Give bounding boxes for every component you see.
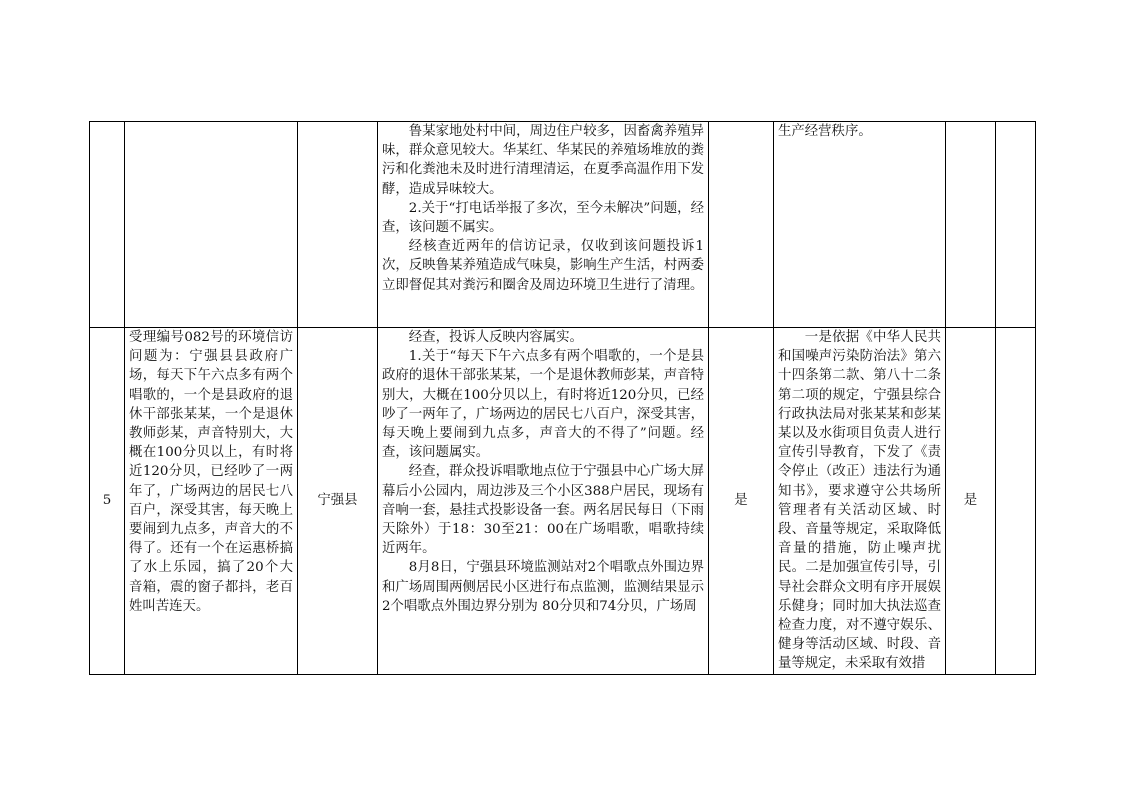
index-cell-text: 5: [102, 493, 112, 509]
measures-cell: [774, 328, 946, 675]
findings-cell-paragraph: 2.关于“打电话举报了多次，至今未解决”问题，经查，该问题不属实。: [382, 200, 704, 236]
complaint-table: [89, 121, 1036, 675]
closed-cell: [946, 122, 996, 328]
note-cell: [996, 122, 1036, 328]
findings-cell-paragraph: 经核查近两年的信访记录，仅收到该问题投诉1次，反映鲁某养殖造成气味臭，影响生产生活，村两委立即督促其对粪污和圈舍及周边环境卫生进行了清理。: [382, 239, 704, 293]
closed-cell-text: 是: [963, 493, 978, 509]
findings-cell: [378, 328, 709, 675]
table-row: [90, 122, 1036, 328]
note-cell: [996, 328, 1036, 675]
findings-cell: [378, 122, 709, 328]
findings-cell-paragraph: 经查，群众投诉唱歌地点位于宁强县中心广场大屏幕后小公园内，周边涉及三个小区388户居民，现场有音响一套，悬挂式投影设备一套。两名居民每日（下雨天除外）于18：30至21：00在广场唱歌，唱歌持续近两年。: [382, 464, 704, 557]
county-cell: [298, 328, 378, 675]
complaint-content-cell: [125, 328, 298, 675]
verified-cell: [709, 328, 774, 675]
measures-cell-paragraph: 生产经营秩序。: [778, 124, 872, 139]
complaint-content-cell-text: 受理编号082号的环境信访问题为：宁强县县政府广场，每天下午六点多有两个唱歌的，一个是县政府的退休干部张某某，一个是退休教师彭某，声音特别大，大概在100分贝以上，有时将近120分贝，已经吵了一两年了，广场两边的居民七八百户，深受其害，每天晚上要闹到九点多，声音大的不得了。还有一个在运惠桥搞了水上乐园，搞了20个大音箱，震的窗子都抖，老百姓叫苦连天。: [129, 330, 293, 614]
county-cell-text: 宁强县: [317, 493, 358, 509]
findings-cell-paragraph: 1.关于“每天下午六点多有两个唱歌的，一个是县政府的退休干部张某某，一个是退休教师彭某，声音特别大，大概在100分贝以上，有时将近120分贝，已经吵了一两年了，广场两边的居民七八百户，深受其害，每天晚上要闹到九点多，声音大的不得了”问题。经查，该问题属实。: [382, 349, 704, 461]
findings-cell-paragraph: 经查，投诉人反映内容属实。: [408, 330, 583, 345]
complaint-content-cell: [125, 122, 298, 328]
measures-cell: [774, 122, 946, 328]
closed-cell: [946, 328, 996, 675]
measures-cell-paragraph: 一是依据《中华人民共和国噪声污染防治法》第六十四条第二款、第八十二条第二项的规定，宁强县综合行政执法局对张某某和彭某某以及水街项目负责人进行宣传引导教育，下发了《责令停止（改正）违法行为通知书》，要求遵守公共场所管理者有关活动区域、时段、音量等规定，采取降低音量的措施，防止噪声扰民。二是加强宣传引导，引导社会群众文明有序开展娱乐健身；同时加大执法巡查检查力度，对不遵守娱乐、健身等活动区域、时段、音量等规定，未采取有效措: [778, 330, 941, 672]
table-body: [90, 122, 1036, 675]
verified-cell: [709, 122, 774, 328]
findings-cell-paragraph: 鲁某家地处村中间，周边住户较多，因畜禽养殖异味，群众意见较大。华某红、华某民的养殖场堆放的粪污和化粪池未及时进行清理清运，在夏季高温作用下发酵，造成异味较大。: [382, 124, 704, 197]
verified-cell-text: 是: [734, 493, 748, 509]
county-cell: [298, 122, 378, 328]
index-cell: [90, 122, 125, 328]
findings-cell-paragraph: 8月8日，宁强县环境监测站对2个唱歌点外围边界和广场周围两侧居民小区进行布点监测，监测结果显示2个唱歌点外围边界分别为 80分贝和74分贝，广场周: [382, 560, 704, 614]
table-row: [90, 328, 1036, 675]
index-cell: [90, 328, 125, 675]
